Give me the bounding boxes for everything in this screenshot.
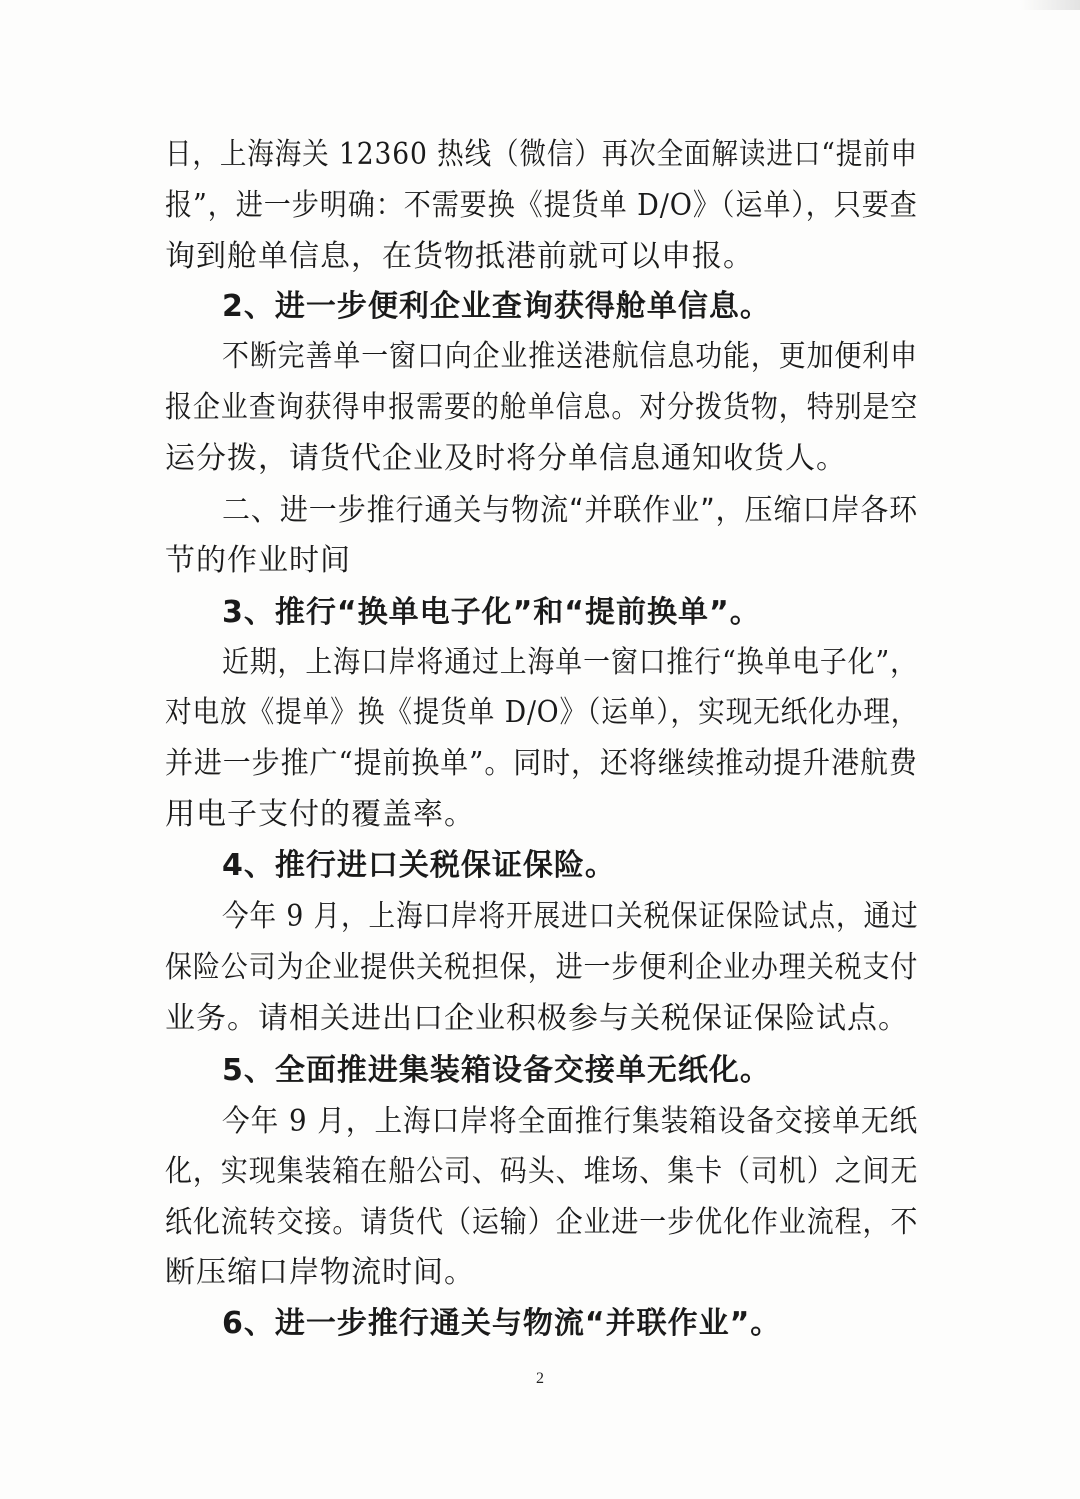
body-line: 今年 9 月，上海口岸将开展进口关税保证保险试点，通过 — [222, 899, 919, 934]
body-line: 报企业查询获得申报需要的舱单信息。对分拨货物，特别是空 — [165, 390, 919, 425]
body-line: 业务。请相关进出口企业积极参与关税保证保险试点。 — [165, 1001, 909, 1036]
body-line: 并进一步推广“提前换单”。同时，还将继续推动提升港航费 — [165, 746, 918, 781]
body-line: 纸化流转交接。请货代（运输）企业进一步优化作业流程，不 — [165, 1205, 919, 1240]
chapter-heading-2-cont: 节的作业时间 — [165, 543, 351, 578]
body-line: 用电子支付的覆盖率。 — [165, 797, 475, 832]
body-line: 化，实现集装箱在船公司、码头、堆场、集卡（司机）之间无 — [165, 1154, 919, 1189]
body-line: 今年 9 月，上海口岸将全面推行集装箱设备交接单无纸 — [222, 1104, 919, 1139]
scan-edge — [1020, 0, 1080, 10]
body-line: 保险公司为企业提供关税担保，进一步便利企业办理关税支付 — [165, 950, 919, 985]
section-heading-4: 4、推行进口关税保证保险。 — [222, 848, 616, 883]
section-heading-6: 6、进一步推行通关与物流“并联作业”。 — [222, 1306, 782, 1341]
body-line: 不断完善单一窗口向企业推送港航信息功能，更加便利申 — [222, 339, 918, 374]
body-line: 运分拨，请货代企业及时将分单信息通知收货人。 — [165, 441, 847, 476]
section-heading-5: 5、全面推进集装箱设备交接单无纸化。 — [222, 1053, 771, 1088]
body-line: 报”，进一步明确：不需要换《提货单 D/O》（运单），只要查 — [165, 188, 918, 223]
section-heading-3: 3、推行“换单电子化”和“提前换单”。 — [222, 595, 761, 630]
chapter-heading-2: 二、进一步推行通关与物流“并联作业”，压缩口岸各环 — [222, 493, 919, 528]
body-line: 断压缩口岸物流时间。 — [165, 1255, 475, 1290]
body-line: 近期，上海口岸将通过上海单一窗口推行“换单电子化”， — [222, 645, 918, 680]
page-number: 2 — [536, 1370, 544, 1387]
section-heading-2: 2、进一步便利企业查询获得舱单信息。 — [222, 289, 771, 324]
body-line: 询到舱单信息，在货物抵港前就可以申报。 — [165, 239, 754, 274]
body-line: 对电放《提单》换《提货单 D/O》（运单），实现无纸化办理， — [165, 695, 919, 730]
body-line: 日，上海海关 12360 热线（微信）再次全面解读进口“提前申 — [165, 137, 918, 172]
